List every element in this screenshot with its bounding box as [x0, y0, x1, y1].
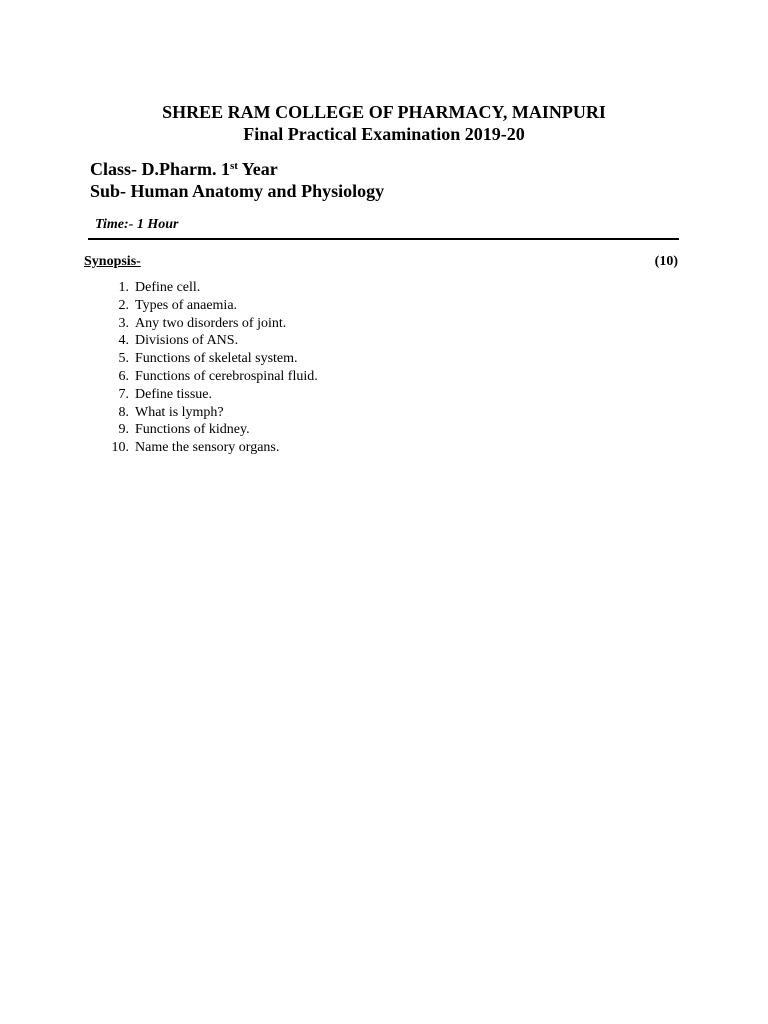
- question-text: Functions of kidney.: [135, 422, 250, 438]
- question-number: 2.: [118, 297, 129, 313]
- list-item: [104, 404, 318, 422]
- question-number: 3.: [118, 315, 129, 331]
- question-number: 8.: [118, 404, 129, 420]
- list-item: [104, 368, 318, 386]
- list-item: [104, 332, 318, 350]
- question-number: 4.: [118, 333, 129, 349]
- question-number: 9.: [118, 422, 129, 438]
- question-text: Types of anaemia.: [135, 297, 238, 313]
- time-line: Time:- 1 Hour: [95, 217, 179, 232]
- question-text: Define cell.: [135, 280, 201, 295]
- section-title: Synopsis-: [84, 254, 141, 269]
- class-line: [90, 158, 278, 180]
- list-item: [104, 421, 318, 439]
- question-text: Divisions of ANS.: [135, 333, 239, 349]
- question-number: 1.: [118, 280, 129, 295]
- question-list: [104, 279, 318, 457]
- class-label: Class- D.Pharm. 1: [90, 159, 230, 179]
- exam-title: Final Practical Examination 2019-20: [243, 124, 525, 144]
- question-text: Define tissue.: [135, 386, 212, 402]
- college-name: SHREE RAM COLLEGE OF PHARMACY, MAINPURI: [162, 102, 606, 122]
- list-item: [104, 279, 318, 297]
- section-marks: (10): [654, 254, 678, 269]
- subject-line: Sub- Human Anatomy and Physiology: [90, 181, 385, 201]
- question-number: 10.: [111, 440, 129, 456]
- list-item: [104, 350, 318, 368]
- question-text: Functions of cerebrospinal fluid.: [135, 368, 318, 384]
- question-number: 6.: [118, 368, 129, 384]
- list-item: [104, 315, 318, 333]
- question-text: Functions of skeletal system.: [135, 351, 298, 367]
- list-item: [104, 297, 318, 315]
- question-text: What is lymph?: [135, 404, 224, 420]
- list-item: [104, 439, 318, 457]
- list-item: [104, 386, 318, 404]
- question-number: 7.: [118, 386, 129, 402]
- class-year: Year: [237, 159, 278, 179]
- question-text: Name the sensory organs.: [135, 440, 280, 456]
- horizontal-rule: [88, 238, 679, 240]
- question-text: Any two disorders of joint.: [135, 315, 287, 331]
- class-ordinal: st: [230, 160, 238, 172]
- question-number: 5.: [118, 351, 129, 367]
